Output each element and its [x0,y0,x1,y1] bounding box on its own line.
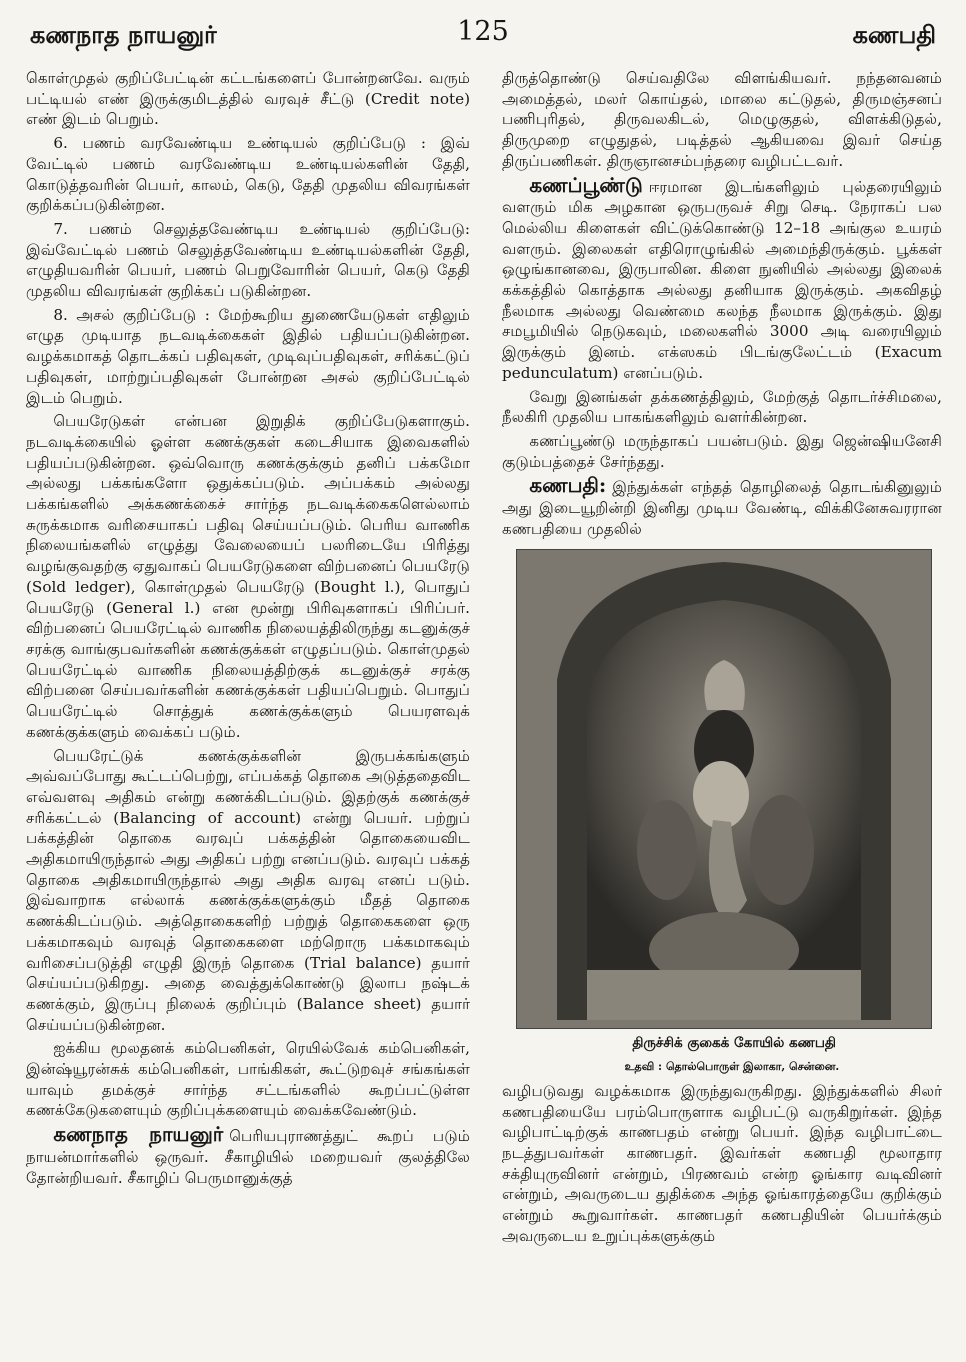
entry-body: பெரியபுராணத்துட் கூறப் படும் நாயன்மார்களில் ஒருவர். சீகாழியில் மறையவர் குலத்திலே தோன்றியவர். சீகாழிப் பெருமானுக்குத் [26,1127,470,1187]
right-column [502,68,942,1352]
header-right-title: கணபதி [852,20,936,49]
paragraph: 6. பணம் வரவேண்டிய உண்டியல் குறிப்பேடு : இவ் வேட்டில் பணம் வரவேண்டிய உண்டியல்களின் தேதி, கொடுத்தவரின் பெயர், காலம், கெடு, தேதி முதலிய விவரங்கள் குறிக்கப்படுகின்றன. [26,134,470,215]
paragraph: கொள்முதல் குறிப்பேட்டின் கட்டங்களைப் போன்றனவே. வரும் பட்டியல் எண் இருக்குமிடத்தில் வரவுச் சீட்டு (Credit note) எண் இடம் பெறும். [26,69,470,129]
entry-kanapathi [502,475,942,539]
figure-credit: உதவி : தொல்பொருள் இலாகா, சென்னை. [624,1060,840,1074]
paragraph: வழிபடுவது வழக்கமாக இருந்துவருகிறது. இந்துக்களில் சிலர் கணபதியையே பரம்பொருளாக வழிபட்டு வருகிறுர்கள். இந்த வழிபாட்டிற்குக் காணபதம் என்று பெயர். இந்த வழிபாட்டை நடத்துபவர்கள் காணபதர். இவர்கள் கணபதி மூலாதார சக்தியுருவினர் என்றும், பிரணவம் என்ற ஓங்கார வடிவினர் என்றும், அவருடைய துதிக்கை அந்த ஓங்காரத்தையே குறிக்கும் என்றும் கூறுவார்கள். காணபதர் கணபதியின் பெயர்க்கும் அவருடைய உறுப்புக்களுக்கும் [502,1081,942,1245]
paragraph: வேறு இனங்கள் தக்கணத்திலும், மேற்குத் தொடர்ச்சிமலை, நீலகிரி முதலிய பாகங்களிலும் வளர்கின்றன. [502,387,942,427]
header-left-title: கணநாத நாயனுர் [30,20,217,49]
paragraph: திருத்தொண்டு செய்வதிலே விளங்கியவர். நந்தனவனம் அமைத்தல், மலர் கொய்தல், மாலை கட்டுதல், திருமஞ்சனப் பணிபுரிதல், திருவலகிடல், மெழுகுதல், விளக்கிடுதல், திருமுறை எழுதுதல், படித்தல் ஆகியவை இவர் செய்த திருப்பணிகள். திருஞானசம்பந்தரை வழிபட்டவர். [502,69,942,170]
figure-caption: திருச்சிக் குகைக் கோயில் கணபதி [632,1035,836,1052]
entry-body: இந்துக்கள் எந்தத் தொழிலைத் தொடங்கினுலும் அது இடையூறின்றி இனிது முடிய வேண்டி, விக்கினேசுவரரான கணபதியை முதலில் [502,478,942,538]
left-column [26,68,470,1352]
entry-body: ஈரமான இடங்களிலும் புல்தரையிலும் வளரும் மிக அழகான ஒருபருவச் சிறு செடி. நேராகப் பல மெல்லிய கிளைகள் விட்டுக்கொண்டு 12–18 அங்குல உயரம் வளரும். இலைகள் எதிரொழுங்கில் அமைந்திருக்கும். பூக்கள் ஒழுங்கானவை, இருபாலின. கிளை நுனியில் அல்லது இலைக் கக்கத்தில் கொத்தாக அல்லது தனியாக இருக்கும். அகவிதழ் நீலமாக அல்லது வெண்மை கலந்த நீலமாக இருக்கும். இது சமபூமியில் நெடுகவும், மலைகளில் 3000 அடி வரையிலும் இருக்கும் இனம். எக்ஸகம் பிடங்குலேட்டம் (Exacum pedunculatum) எனப்படும். [502,177,942,382]
headword: கணப்பூண்டு [529,172,643,197]
ganapathi-photo [516,549,932,1029]
paragraph: பெயரேடுகள் என்பன இறுதிக் குறிப்பேடுகளாகும். நடவடிக்கையில் ஓள்ள கணக்குகள் கடைசியாக இவைகளில் பதியப்படுகின்றன. ஒவ்வொரு கணக்குக்கும் தனிப் பக்கமோ அல்லது பக்கங்களோ ஒதுக்கப்படும். அப்பக்கம் அல்லது பக்கங்களில் அக்கணக்கைச் சார்ந்த நடவடிக்கைகளெல்லாம் சுருக்கமாக வரிசையாகப் பதிவு செய்யப்படும். பெரிய வாணிக நிலையங்களில் எழுத்து வேலையைப் பலரிடையே பிரித்து வழங்குவதற்கு ஏதுவாகப் பெயரேடுகளை விற்பனைப் பெயரேடு (Sold ledger), கொள்முதல் பெயரேடு (Bought l.), பொதுப் பெயரேடு (General l.) என மூன்று பிரிவுகளாகப் பிரிப்பர். விற்பனைப் பெயரேட்டில் வாணிக நிலையத்திலிருந்து கடனுக்குச் சரக்கு வாங்குபவர்களின் கணக்குக்கள் எழுதப்படும். கொள்முதல் பெயரேட்டில் வாணிக நிலையத்திற்குக் கடனுக்குச் சரக்கு விற்பனை செய்பவர்களின் கணக்குக்கள் பதியப்பெறும். பொதுப் பெயரேட்டில் சொத்துக் கணக்குக்களும் பெயரளவுக் கணக்குக்களும் வைக்கப் படும். [26,412,470,741]
paragraph: ஐக்கிய மூலதனக் கம்பெனிகள், ரெயில்வேக் கம்பெனிகள், இன்ஷ்யூரன்சுக் கம்பெனிகள், பாங்கிகள், கூட்டுறவுச் சங்கங்கள் யாவும் தமக்குச் சார்ந்த சட்டங்களில் கூறப்பட்டுள்ள கணக்கேடுகளையும் குறிப்புக்களையும் வைக்கவேண்டும். [26,1039,470,1120]
paragraph: 8. அசல் குறிப்பேடு : மேற்கூறிய துணையேடுகள் எதிலும் எழுத முடியாத நடவடிக்கைகள் இதில் பதியப்படுகின்றன. வழக்கமாகத் தொடக்கப் பதிவுகள், முடிவுப்பதிவுகள், சரிக்கட்டுப் பதிவுகள், மாற்றுப்பதிவுகள் போன்றன அசல் குறிப்பேட்டில் இடம் பெறும். [26,305,470,407]
running-header [30,16,936,56]
paragraph: 7. பணம் செலுத்தவேண்டிய உண்டியல் குறிப்பேடு: இவ்வேட்டில் பணம் செலுத்தவேண்டிய உண்டியல்களின் தேதி, எழுதியவரின் பெயர், பணம் பெறுவோரின் பெயர், கெடு தேதி முதலிய விவரங்கள் குறிக்கப் படுகின்றன. [26,219,470,301]
paragraph: கணப்பூண்டு மருந்தாகப் பயன்படும். இது ஜென்ஷியனேசி குடும்பத்தைச் சேர்ந்தது. [502,431,942,471]
headword: கணபதி: [529,473,607,498]
headword: கணநாத நாயனுர் [53,1122,224,1147]
entry-kananatha [26,1124,470,1188]
page-number: 125 [457,16,509,47]
ganapathi-carving-image [517,550,931,1028]
paragraph: பெயரேட்டுக் கணக்குக்களின் இருபக்கங்களும் அவ்வப்போது கூட்டப்பெற்று, எப்பக்கத் தொகை அடுத்ததைவிட எவ்வளவு அதிகம் என்று கணக்கிடப்படும். இதற்குக் கணக்குச் சரிக்கட்டல் (Balancing of account) என்று பெயர். பற்றுப் பக்கத்தின் தொகை வரவுப் பக்கத்தின் தொகையைவிட அதிகமாயிருந்தால் அது அதிகப் பற்று எனப்படும். வரவுப் பக்கத் தொகை அதிகமாயிருந்தால் அது அதிக வரவு எனப் படும். இவ்வாறாக எல்லாக் கணக்குக்களுக்கும் மீதத் தொகை கணக்கிடப்படும். அத்தொகைகளிற் பற்றுத் தொகைகளை ஒரு பக்கமாகவும் வரவுத் தொகைகளை மற்றொரு பக்கமாகவும் வரிசைப்படுத்தி எழுதி இருந் தொகை (Trial balance) தயார் செய்யப்படுகிறது. அதை வைத்துக்கொண்டு இலாப நஷ்டக் கணக்கும், இருப்பு நிலைக் குறிப்பும் (Balance sheet) தயார் செய்யப்படுகின்றன. [26,746,470,1034]
entry-kanapoondu [502,172,942,384]
